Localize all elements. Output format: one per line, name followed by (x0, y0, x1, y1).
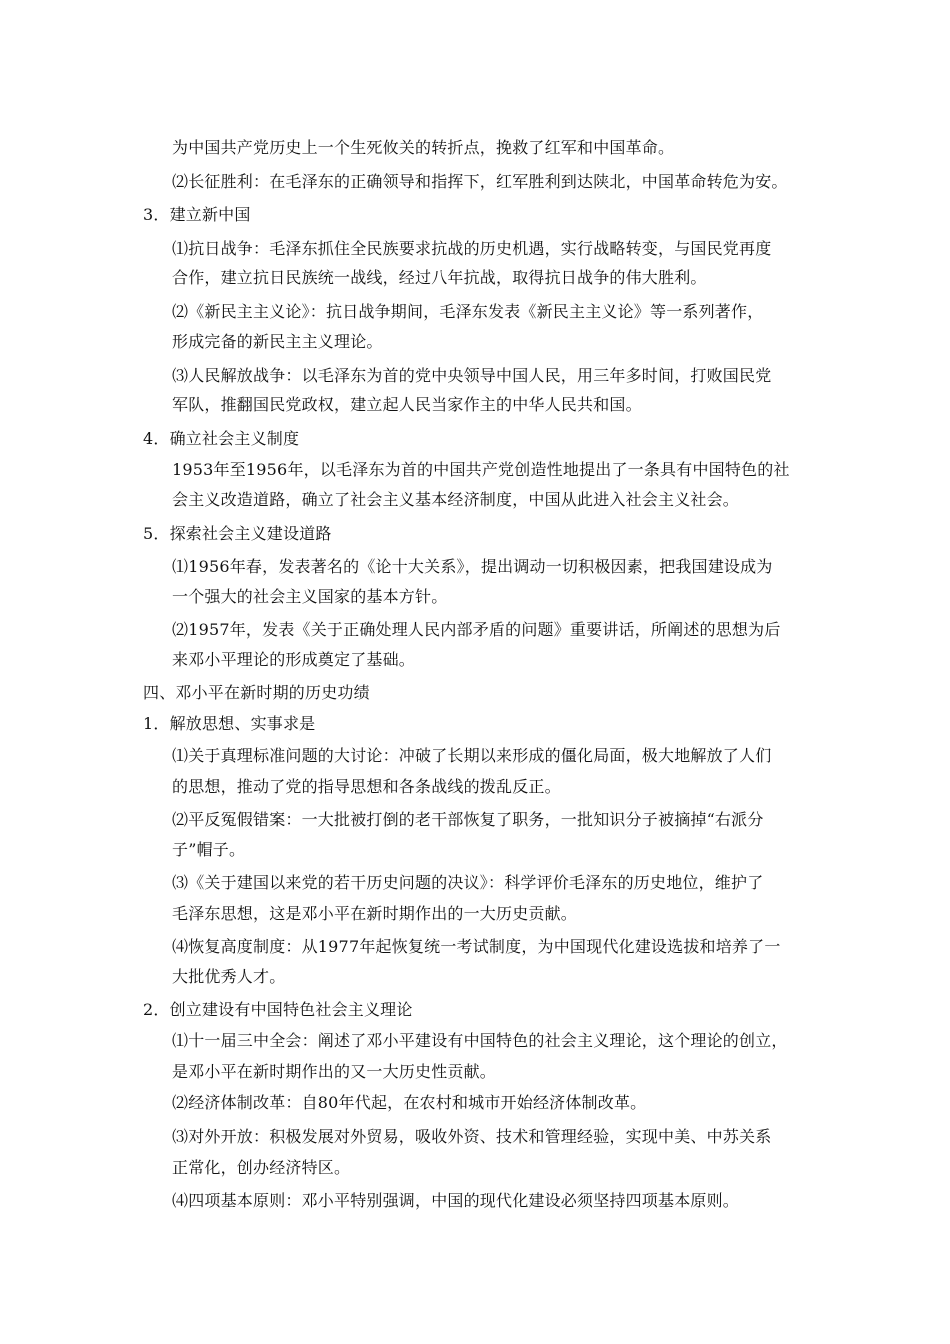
section-heading: 4．确立社会主义制度 (143, 429, 300, 448)
text-line: ⑷四项基本原则：邓小平特别强调，中国的现代化建设必须坚持四项基本原则。 (172, 1191, 740, 1210)
text-line: ⑵1957年，发表《关于正确处理人民内部矛盾的问题》重要讲话，所阐述的思想为后 (172, 620, 781, 639)
text-line: 军队，推翻国民党政权，建立起人民当家作主的中华人民共和国。 (172, 395, 642, 414)
text-line: 形成完备的新民主主义理论。 (172, 332, 383, 351)
section-heading: 2．创立建设有中国特色社会主义理论 (143, 1000, 413, 1019)
text-line: ⑶对外开放：积极发展对外贸易，吸收外资、技术和管理经验，实现中美、中苏关系 (172, 1127, 772, 1146)
text-line: 1953年至1956年，以毛泽东为首的中国共产党创造性地提出了一条具有中国特色的社 (172, 460, 790, 479)
text-line: 一个强大的社会主义国家的基本方针。 (172, 587, 448, 606)
text-line: 子”帽子。 (172, 840, 246, 859)
text-line: 合作，建立抗日民族统一战线，经过八年抗战，取得抗日战争的伟大胜利。 (172, 268, 707, 287)
text-line: 是邓小平在新时期作出的又一大历史性贡献。 (172, 1062, 497, 1081)
text-line: ⑴1956年春，发表著名的《论十大关系》，提出调动一切积极因素，把我国建设成为 (172, 557, 773, 576)
text-line: ⑶人民解放战争：以毛泽东为首的党中央领导中国人民，用三年多时间，打败国民党 (172, 366, 772, 385)
text-line: ⑵《新民主主义论》：抗日战争期间，毛泽东发表《新民主主义论》等一系列著作， (172, 302, 764, 321)
text-line: ⑴关于真理标准问题的大讨论：冲破了长期以来形成的僵化局面，极大地解放了人们 (172, 746, 772, 765)
section-heading: 3．建立新中国 (143, 205, 251, 224)
text-line: 来邓小平理论的形成奠定了基础。 (172, 650, 416, 669)
text-line: ⑴抗日战争：毛泽东抓住全民族要求抗战的历史机遇，实行战略转变，与国民党再度 (172, 239, 772, 258)
text-line: 毛泽东思想，这是邓小平在新时期作出的一大历史贡献。 (172, 904, 578, 923)
text-line: ⑵平反冤假错案：一大批被打倒的老干部恢复了职务，一批知识分子被摘掉“右派分 (172, 810, 764, 829)
text-line: ⑵经济体制改革：自80年代起，在农村和城市开始经济体制改革。 (172, 1093, 647, 1112)
text-line: 正常化，创办经济特区。 (172, 1158, 351, 1177)
text-line: 的思想，推动了党的指导思想和各条战线的拨乱反正。 (172, 777, 561, 796)
text-line: 会主义改造道路，确立了社会主义基本经济制度，中国从此进入社会主义社会。 (172, 490, 740, 509)
chapter-heading: 四、邓小平在新时期的历史功绩 (143, 683, 370, 702)
text-line: 为中国共产党历史上一个生死攸关的转折点，挽救了红军和中国革命。 (172, 138, 675, 157)
text-line: ⑷恢复高度制度：从1977年起恢复统一考试制度，为中国现代化建设选拔和培养了一 (172, 937, 781, 956)
text-line: ⑴十一届三中全会：阐述了邓小平建设有中国特色的社会主义理论，这个理论的创立， (172, 1031, 788, 1050)
text-line: ⑶《关于建国以来党的若干历史问题的决议》：科学评价毛泽东的历史地位，维护了 (172, 873, 764, 892)
text-line: ⑵长征胜利：在毛泽东的正确领导和指挥下，红军胜利到达陕北，中国革命转危为安。 (172, 172, 788, 191)
section-heading: 5．探索社会主义建设道路 (143, 524, 332, 543)
section-heading: 1．解放思想、实事求是 (143, 714, 316, 733)
text-line: 大批优秀人才。 (172, 967, 286, 986)
